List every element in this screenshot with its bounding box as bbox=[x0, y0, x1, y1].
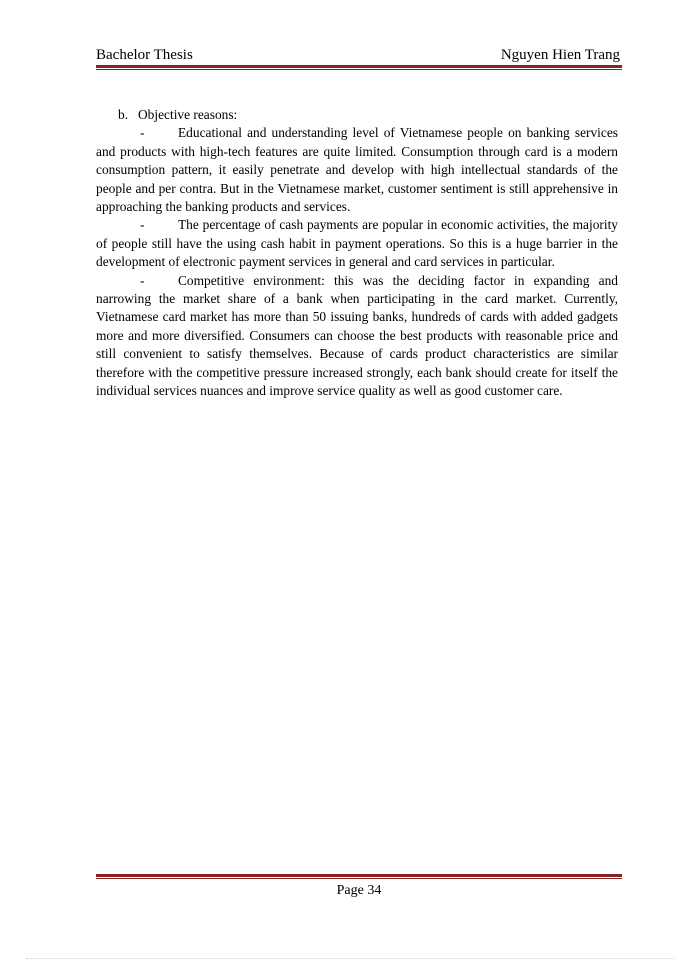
page-header bbox=[96, 46, 620, 64]
page-edge-divider bbox=[26, 958, 674, 959]
bullet-paragraph-3 bbox=[96, 272, 618, 401]
section-marker: b. bbox=[118, 107, 129, 122]
section-title: Objective reasons: bbox=[138, 107, 238, 122]
bullet-text: Competitive environment: this was the deciding factor in expanding and narrowing the market share of a bank when participating in the card market. Currently, Vietnamese card market has more than 50 issuing banks, hundreds of cards with added gadgets more and more diversified. Consumers can choose the best products with reasonable price and still convenient to satisfy themselves. Because of cards product characteristics are similar therefore with the competitive pressure increased strongly, each bank should create for itself the individual services nuances and improve service quality as well as good customer care. bbox=[96, 272, 618, 399]
bullet-dash: - bbox=[140, 272, 145, 288]
section-heading bbox=[96, 106, 618, 124]
bullet-dash: - bbox=[140, 217, 145, 233]
header-author-name: Nguyen Hien Trang bbox=[500, 47, 620, 63]
footer-divider bbox=[96, 874, 622, 879]
bullet-text: The percentage of cash payments are popular in economic activities, the majority of people still have the using cash habit in payment operations. So this is a huge barrier in the development of electronic payment services in general and card services in particular. bbox=[96, 217, 618, 270]
header-thesis-title: Bachelor Thesis bbox=[96, 47, 193, 63]
bullet-paragraph-1 bbox=[96, 124, 618, 216]
page-number: Page 34 bbox=[336, 883, 382, 898]
header-divider bbox=[96, 65, 622, 70]
bullet-dash: - bbox=[140, 125, 145, 141]
bullet-text: Educational and understanding level of Vietnamese people on banking services and products with high-tech features are quite limited. Consumption through card is a modern consumption pattern, it easily penetrate and develop with high intellectual standards of the people and per contra. But in the Vietnamese market, customer sentiment is still apprehensive in approaching the banking products and services. bbox=[96, 125, 618, 215]
page-body bbox=[96, 106, 618, 401]
bullet-paragraph-2 bbox=[96, 216, 618, 271]
